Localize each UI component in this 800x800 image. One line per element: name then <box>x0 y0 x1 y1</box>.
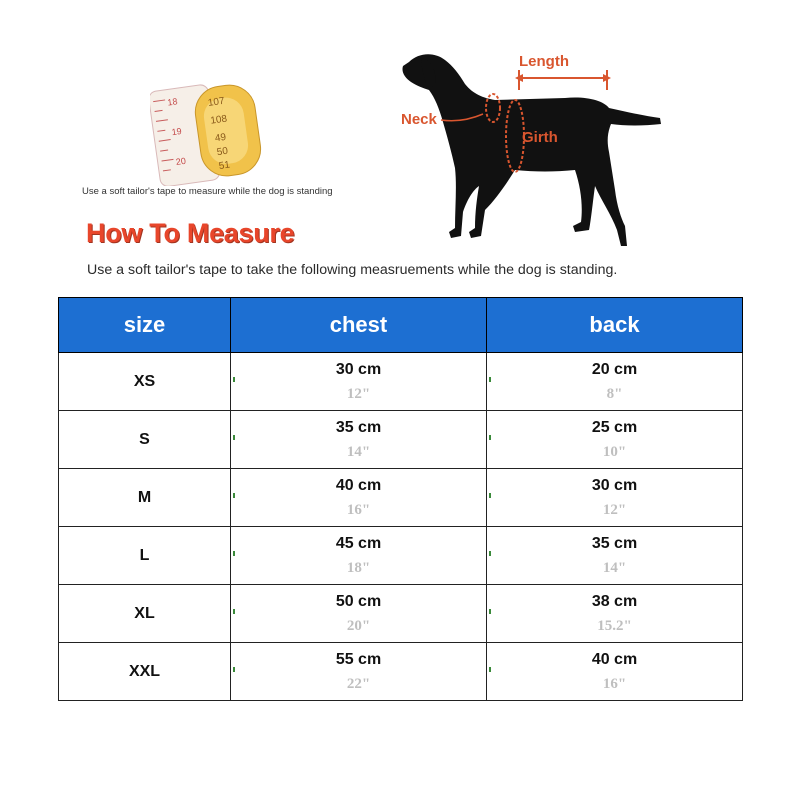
cell-marker <box>489 435 491 440</box>
back-inch-value: 10" <box>602 443 627 460</box>
cell-marker <box>233 377 235 382</box>
dog-silhouette-icon <box>395 50 670 265</box>
tape-caption: Use a soft tailor's tape to measure while the dog is standing <box>82 186 333 197</box>
table-row <box>59 469 743 527</box>
measuring-tape-icon <box>150 78 270 186</box>
chest-inch-value: 20" <box>346 617 371 634</box>
back-cm-value: 30 cm <box>591 476 638 494</box>
table-header-row <box>59 298 743 353</box>
cell-marker <box>233 667 235 672</box>
header-back: back <box>487 298 743 353</box>
back-cell <box>487 527 743 585</box>
size-cell: M <box>59 469 231 527</box>
back-inch-value: 16" <box>602 675 627 692</box>
back-cell <box>487 411 743 469</box>
back-cell <box>487 353 743 411</box>
tape-number: 49 <box>214 131 227 145</box>
chest-cell <box>231 353 487 411</box>
neck-label: Neck <box>401 111 437 128</box>
cell-marker <box>233 435 235 440</box>
girth-label: Girth <box>522 129 558 146</box>
back-cm-value: 35 cm <box>591 534 638 552</box>
tape-number: 19 <box>170 125 183 138</box>
tape-number: 108 <box>209 113 228 127</box>
chest-cell <box>231 643 487 701</box>
size-cell: S <box>59 411 231 469</box>
cell-marker <box>489 609 491 614</box>
chest-cm-value: 50 cm <box>335 592 382 610</box>
chest-inch-value: 14" <box>346 443 371 460</box>
chest-inch-value: 22" <box>346 675 371 692</box>
tape-number: 51 <box>218 159 231 173</box>
cell-marker <box>489 667 491 672</box>
chest-cm-value: 35 cm <box>335 418 382 436</box>
size-cell: XL <box>59 585 231 643</box>
chest-cm-value: 30 cm <box>335 360 382 378</box>
back-inch-value: 15.2" <box>597 617 632 634</box>
cell-marker <box>489 377 491 382</box>
tape-number: 20 <box>175 155 187 167</box>
chest-cell <box>231 585 487 643</box>
size-cell: L <box>59 527 231 585</box>
back-inch-value: 12" <box>602 501 627 518</box>
back-inch-value: 14" <box>602 559 627 576</box>
page-subtitle: Use a soft tailor's tape to take the following measruements while the dog is standing. <box>87 262 618 278</box>
tape-number: 50 <box>216 145 229 159</box>
cell-marker <box>489 551 491 556</box>
chest-cell <box>231 411 487 469</box>
table-row <box>59 643 743 701</box>
chest-cell <box>231 469 487 527</box>
size-cell: XXL <box>59 643 231 701</box>
back-cm-value: 25 cm <box>591 418 638 436</box>
length-label: Length <box>519 53 569 70</box>
cell-marker <box>233 493 235 498</box>
size-cell: XS <box>59 353 231 411</box>
cell-marker <box>233 551 235 556</box>
size-chart-table <box>58 297 743 701</box>
chest-inch-value: 12" <box>346 385 371 402</box>
header-size: size <box>59 298 231 353</box>
back-cm-value: 20 cm <box>591 360 638 378</box>
back-inch-value: 8" <box>606 385 623 402</box>
chest-inch-value: 16" <box>346 501 371 518</box>
chest-cell <box>231 527 487 585</box>
table-row <box>59 527 743 585</box>
chest-cm-value: 40 cm <box>335 476 382 494</box>
tape-number: 107 <box>207 95 226 109</box>
page-title: How To Measure <box>86 218 295 248</box>
cell-marker <box>489 493 491 498</box>
back-cell <box>487 469 743 527</box>
header-chest: chest <box>231 298 487 353</box>
back-cell <box>487 643 743 701</box>
table-row <box>59 411 743 469</box>
back-cm-value: 40 cm <box>591 650 638 668</box>
chest-cm-value: 45 cm <box>335 534 382 552</box>
back-cell <box>487 585 743 643</box>
cell-marker <box>233 609 235 614</box>
back-cm-value: 38 cm <box>591 592 638 610</box>
table-row <box>59 353 743 411</box>
table-row <box>59 585 743 643</box>
tape-number: 18 <box>166 96 179 108</box>
chest-inch-value: 18" <box>346 559 371 576</box>
chest-cm-value: 55 cm <box>335 650 382 668</box>
